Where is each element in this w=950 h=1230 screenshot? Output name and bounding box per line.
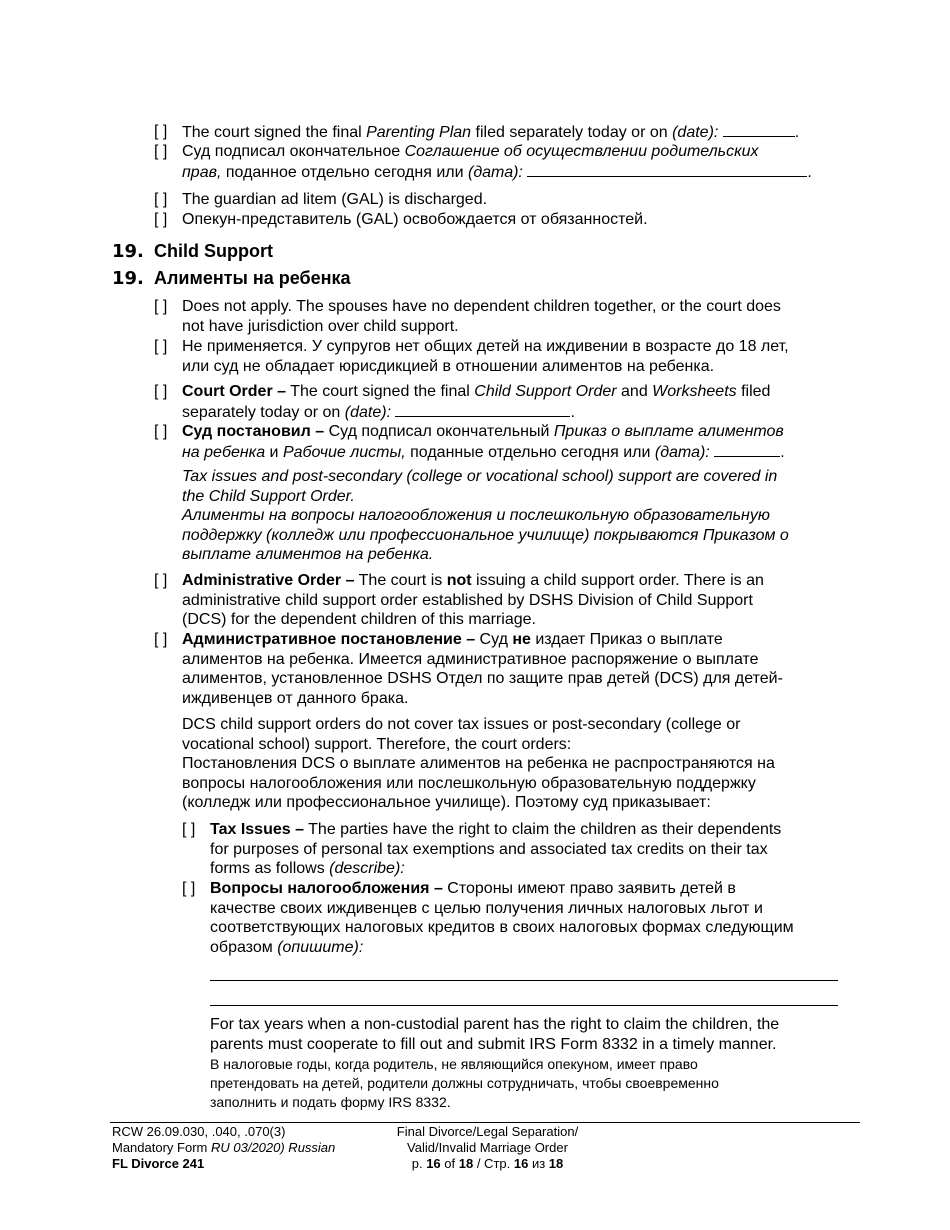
footer-center: Final Divorce/Legal Separation/ Valid/Invalid Marriage Order p. 16 of 18 / Стр. 16 из 18 — [390, 1124, 585, 1172]
page-number: p. 16 of 18 / Стр. 16 из 18 — [411, 1156, 564, 1171]
checkbox[interactable]: [ ] — [154, 191, 168, 208]
describe-line[interactable] — [210, 1005, 838, 1006]
section-title: Child Support — [154, 241, 273, 261]
checkbox[interactable]: [ ] — [154, 123, 168, 140]
checkbox[interactable]: [ ] — [154, 383, 168, 400]
describe-line[interactable] — [210, 980, 838, 981]
checkbox[interactable]: [ ] — [154, 423, 168, 440]
checkbox[interactable]: [ ] — [154, 211, 168, 228]
checkbox[interactable]: [ ] — [154, 338, 168, 355]
footer-left: RCW 26.09.030, .040, .070(3) Mandatory Form RU 03/2020) Russian FL Divorce 241 — [112, 1124, 336, 1171]
date-field[interactable] — [714, 442, 780, 457]
document-page: [ ] The court signed the final Parenting Plan filed separately today or on (date): . [ ] Суд подписал окончательное Соглашение об осуществлении родительских прав, поданное отдельно сегодня или (дата): . [ ] The guardian ad litem (GAL) is discharged. [ ] Опекун-представитель (GAL) освобождается от обязанностей. 19. Child Support 19. Алименты на ребенка [ ] Does not apply. The spouses have no dependent children together, or the court does not have jurisdiction over child support. [ ] Не применяется. У супругов нет общих детей на иждивении в возрасте до 18 лет, или суд не обладает юрисдикцией в отношении алиментов на ребенка. [ ] Court Order – The court signed the final Child Support Order and Worksheets filed separately today or on (date): . [ ] Суд постановил – Суд подписал окончательный Приказ о выплате алиментов на ребенка и Рабочие листы, поданные отдельно сегодня или (дата): . Tax issues and post-secondary (college or vocational school) support are covered in the Child Support Order. Алименты на вопросы налогообложения и послешкольную образовательную поддержку (колледж или профессиональное училище) покрываются Приказом о выплате алиментов на ребенка. [ ] Administrative Order – The court is not issuing a child support order. There is an administrative child support order established by DSHS Division of Child Support (DCS) for the dependent children of this marriage. [ ] Административное постановление – Суд не издает Приказ о выплате алиментов на ребенка. Имеется административное распоряжение о выплате алиментов, установленное DSHS Отдел по защите прав детей (DCS) для детей- иждивенцев от данного брака. DCS child support orders do not cover tax issues or post-secondary (college or vocational school) support. Therefore, the court orders: Постановления DCS о выплате алиментов на ребенка не распространяются на вопросы налогообложения или послешкольную образовательную поддержку (колледж или профессиональное училище). Поэтому суд приказывает: [ ] Tax Issues – The parties have the right to claim the children as their dependents for purposes of personal tax exemptions and associated tax credits on their tax forms as follows (describe): [ ] Вопросы налогообложения – Стороны имеют право заявить детей в качестве своих иждивенцев с целью получения личных налоговых льгот и соответствующих налоговых кредитов в своих налоговых формах следующим образом (опишите): For tax years when a non-custodial parent has the right to claim the children, the parents must cooperate to fill out and submit IRS Form 8332 in a timely manner. В налоговые годы, когда родитель, не являющийся опекуном, имеет право претендовать на детей, родители должны сотрудничать, чтобы своевременно заполнить и подать форму IRS 8332. RCW 26.09.030, .040, .070(3) Mandatory Form RU 03/2020) Russian FL Divorce 241 Final Divorce/Legal Separation/ Valid/Invalid Marriage Order p. 16 of 18 / Стр. 16 из 18 — [0, 0, 950, 1230]
date-field[interactable] — [395, 402, 570, 417]
footer-divider — [110, 1122, 860, 1123]
checkbox[interactable]: [ ] — [154, 572, 168, 589]
item-text: The court signed the final Parenting Plan filed separately today or on (date): . — [182, 124, 800, 141]
checkbox[interactable]: [ ] — [182, 821, 196, 838]
section-number: 19. — [112, 241, 144, 262]
date-field[interactable] — [527, 162, 807, 177]
section-number-ru: 19. — [112, 268, 144, 289]
section-title-ru: Алименты на ребенка — [154, 268, 351, 288]
checkbox[interactable]: [ ] — [154, 631, 168, 648]
checkbox[interactable]: [ ] — [154, 298, 168, 315]
checkbox[interactable]: [ ] — [154, 143, 168, 160]
checkbox[interactable]: [ ] — [182, 880, 196, 897]
date-field[interactable] — [723, 122, 795, 137]
